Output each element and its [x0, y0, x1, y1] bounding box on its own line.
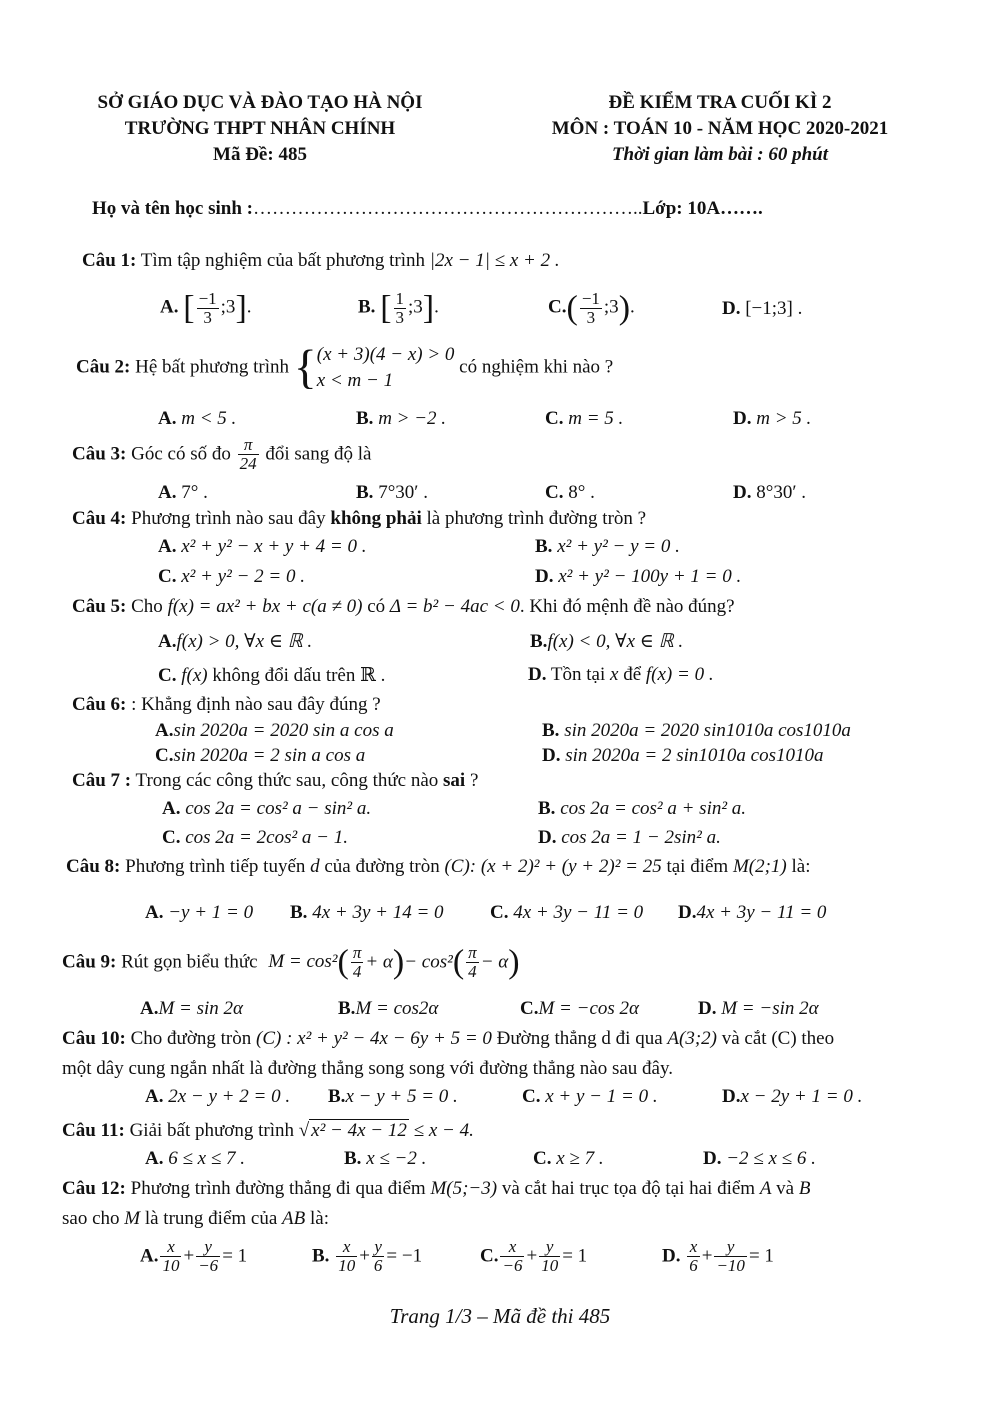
q4-option-b — [535, 536, 680, 558]
fraction-numerator: y — [372, 1238, 385, 1257]
question-text: Giải bất phương trình — [129, 1120, 294, 1141]
expression-part: − α — [480, 951, 509, 973]
point-symbol: B — [798, 1178, 811, 1199]
fraction-denominator: 4 — [352, 961, 362, 981]
option-end: . — [246, 296, 252, 318]
student-name-label: Họ và tên học sinh : — [92, 198, 253, 219]
point-coordinates: M(2;1) — [732, 856, 787, 877]
fraction-numerator: y — [714, 1238, 746, 1257]
option-letter: B. — [290, 902, 308, 923]
option-letter: D. — [722, 298, 741, 319]
exam-title: ĐỀ KIỂM TRA CUỐI KÌ 2 — [608, 92, 832, 113]
school-name: TRƯỜNG THPT NHÂN CHÍNH — [124, 118, 396, 139]
option-text: x + y − 1 = 0 . — [545, 1086, 658, 1107]
question-text: là trung điểm của — [144, 1208, 278, 1229]
q7-option-b — [538, 798, 746, 820]
q3-option-b — [356, 482, 428, 504]
interval-end: ;3 — [603, 296, 619, 318]
point-coordinates: M(5;−3) — [430, 1178, 498, 1199]
option-letter: A. — [160, 296, 179, 318]
question-10-line-2: một dây cung ngắn nhất là đường thẳng song song với đường thẳng nào sau đây. — [62, 1058, 673, 1079]
q11-option-d — [703, 1148, 816, 1170]
question-text: của đường tròn — [324, 856, 440, 877]
option-letter: B. — [356, 482, 374, 503]
option-text: 7°30′ . — [378, 482, 428, 503]
fraction-denominator: 3 — [586, 307, 596, 327]
question-label: Câu 9: — [62, 951, 117, 973]
option-letter: B. — [358, 296, 376, 318]
option-letter: C. — [545, 408, 564, 429]
option-letter: B. — [535, 536, 553, 557]
q5-option-b — [530, 630, 683, 653]
question-text: tại điểm — [666, 856, 729, 877]
fraction-numerator: −1 — [581, 289, 600, 308]
fraction-denominator: 4 — [468, 961, 477, 981]
option-text: [−1;3] . — [745, 298, 803, 319]
option-text: 4x + 3y − 11 = 0 — [513, 902, 644, 923]
option-text: m > 5 . — [756, 408, 812, 429]
fraction-numerator: π — [468, 943, 477, 962]
question-label: Câu 7 : — [72, 770, 132, 791]
option-letter: C. — [162, 827, 181, 848]
question-3 — [72, 436, 371, 473]
option-expression: f(x) = 0 . — [645, 664, 714, 685]
option-letter: A. — [145, 1148, 164, 1169]
q3-option-a — [158, 482, 208, 504]
q6-option-d — [542, 745, 823, 767]
fraction-denominator: 3 — [395, 307, 405, 327]
option-text: x − 2y + 1 = 0 . — [740, 1086, 863, 1107]
option-text: để — [623, 664, 642, 685]
question-text: và — [776, 1178, 795, 1199]
question-5 — [72, 596, 735, 618]
expression-part: + α — [365, 951, 393, 973]
option-letter: C. — [533, 1148, 552, 1169]
q11-option-a — [145, 1148, 245, 1170]
option-letter: B. — [538, 798, 556, 819]
fraction-numerator: y — [196, 1238, 220, 1257]
question-text: Phương trình tiếp tuyến — [125, 856, 306, 877]
question-10 — [62, 1028, 834, 1050]
option-text: −2 ≤ x ≤ 6 . — [726, 1148, 816, 1169]
student-info-line — [92, 198, 763, 220]
option-text: f(x) < 0, ∀x ∈ ℝ . — [547, 631, 684, 652]
question-text: là: — [791, 856, 811, 877]
question-7 — [72, 770, 478, 792]
q10-option-d — [722, 1086, 862, 1108]
fraction-numerator: π — [238, 436, 259, 455]
question-label: Câu 4: — [72, 508, 127, 529]
q5-option-d — [528, 664, 714, 686]
q11-option-b — [344, 1148, 426, 1170]
question-label: Câu 2: — [76, 356, 131, 378]
radicand: x² − 4x − 12 — [311, 1120, 407, 1141]
option-text: m > −2 . — [378, 408, 447, 429]
q3-option-c — [545, 482, 595, 504]
question-expression: ≤ x − 4. — [413, 1120, 474, 1141]
q8-option-d — [678, 902, 826, 924]
question-text: là phương trình đường tròn ? — [426, 508, 647, 529]
expression-part: − cos² — [404, 951, 453, 973]
fraction-denominator: −10 — [716, 1255, 745, 1275]
q1-option-a: A. [ $\frac{-1}{3}$ ;3]. — [160, 289, 252, 327]
question-emphasis: không phải — [330, 508, 422, 529]
question-label: Câu 3: — [72, 443, 127, 465]
system-equation-2: x < m − 1 — [316, 369, 394, 391]
option-text: x ≥ 7 . — [556, 1148, 604, 1169]
q1-option-b: B. [ $\frac{1}{3}$ ;3]. — [358, 289, 439, 327]
interval-end: ;3 — [220, 296, 236, 318]
option-text: 8° . — [568, 482, 595, 503]
option-letter: D. — [662, 1245, 681, 1267]
option-text: 4x + 3y + 14 = 0 — [312, 902, 444, 923]
question-text: Tìm tập nghiệm của bất phương trình — [140, 250, 425, 271]
fraction-numerator: x — [160, 1238, 181, 1257]
option-letter: B. — [338, 998, 356, 1019]
question-label: Câu 5: — [72, 596, 127, 617]
option-text: x² + y² − y = 0 . — [557, 536, 680, 557]
equation-rhs: = 1 — [222, 1245, 248, 1267]
question-9: Câu 9: Rút gọn biểu thức M = cos²( $\frac{\pi}{4}$ + α)− cos²( $\frac{\pi}{4}$ − α) — [62, 943, 520, 981]
fraction-numerator: −1 — [198, 289, 217, 308]
system-equation-1: (x + 3)(4 − x) > 0 — [316, 344, 455, 365]
q9-option-d — [698, 998, 819, 1020]
question-label: Câu 6: — [72, 694, 127, 715]
option-letter: C. — [158, 665, 177, 686]
question-text: và cắt (C) theo — [721, 1028, 835, 1049]
option-end: . — [630, 296, 635, 318]
option-text: 6 ≤ x ≤ 7 . — [168, 1148, 246, 1169]
option-letter: B. — [542, 720, 560, 741]
q5-option-a — [158, 630, 312, 653]
fraction-numerator: y — [539, 1238, 560, 1257]
option-letter: A. — [158, 631, 177, 652]
subject-year: MÔN : TOÁN 10 - NĂM HỌC 2020-2021 — [551, 118, 889, 139]
fraction-denominator: 6 — [689, 1255, 698, 1275]
option-letter: C. — [155, 745, 174, 766]
option-letter: B. — [356, 408, 374, 429]
fraction-denominator: 24 — [239, 453, 257, 473]
q2-option-a — [158, 408, 236, 430]
option-expression: f(x) — [181, 665, 208, 686]
q1-option-d — [722, 298, 802, 320]
fraction-denominator: 6 — [373, 1255, 383, 1275]
option-letter: C. — [480, 1245, 499, 1267]
question-expression: (C) : x² + y² − 4x − 6y + 5 = 0 — [256, 1028, 492, 1049]
q6-option-a — [155, 720, 394, 742]
fraction-numerator: 1 — [395, 289, 405, 308]
option-letter: D. — [538, 827, 557, 848]
exam-code: Mã Đề: 485 — [213, 144, 307, 165]
option-text: cos 2a = cos² a − sin² a. — [185, 798, 372, 819]
question-text: Góc có số đo — [131, 443, 231, 465]
q8-option-a — [145, 902, 253, 924]
question-tail: có nghiệm khi nào ? — [459, 356, 614, 378]
option-text: M = −cos 2α — [538, 998, 640, 1019]
option-text: Tồn tại — [550, 664, 606, 685]
question-6 — [72, 694, 381, 716]
fraction-denominator: −6 — [198, 1255, 219, 1275]
question-expression: (C): (x + 2)² + (y + 2)² = 25 — [444, 856, 662, 877]
q2-option-c — [545, 408, 623, 430]
fraction-numerator: x — [336, 1238, 357, 1257]
question-text: sao cho — [62, 1208, 120, 1229]
option-letter: D. — [698, 998, 717, 1019]
question-text: Rút gọn biểu thức — [121, 951, 258, 973]
question-text: Đường thẳng d đi qua — [496, 1028, 663, 1049]
option-letter: D. — [528, 664, 547, 685]
q6-option-b — [542, 720, 851, 742]
option-letter: A. — [158, 536, 177, 557]
question-expression: f(x) = ax² + bx + c(a ≠ 0) — [167, 596, 363, 617]
question-text: là: — [310, 1208, 329, 1229]
option-letter: D. — [703, 1148, 722, 1169]
q2-option-b — [356, 408, 446, 430]
fraction-denominator: 3 — [203, 307, 212, 327]
q12-option-d: D. $\frac{x}{6}$ + $\frac{y}{-10}$ = 1 — [662, 1237, 774, 1275]
equation-rhs: = 1 — [562, 1245, 588, 1267]
question-11 — [62, 1120, 474, 1142]
q11-option-c — [533, 1148, 604, 1170]
option-text: cos 2a = 1 − 2sin² a. — [561, 827, 721, 848]
q10-option-c — [522, 1086, 658, 1108]
q12-option-a: A. $\frac{x}{10}$ + $\frac{y}{-6}$ = 1 — [140, 1237, 248, 1275]
option-text: x² + y² − 2 = 0 . — [181, 566, 305, 587]
option-text: m < 5 . — [181, 408, 237, 429]
q8-option-c — [490, 902, 643, 924]
option-text: −y + 1 = 0 — [168, 902, 254, 923]
exam-duration: Thời gian làm bài : 60 phút — [611, 144, 829, 165]
point-symbol: M — [124, 1208, 141, 1229]
q7-option-c — [162, 827, 348, 849]
question-label: Câu 1: — [82, 250, 137, 271]
equation-rhs: = 1 — [748, 1245, 774, 1267]
option-letter: C. — [158, 566, 177, 587]
question-text: Phương trình đường thẳng đi qua điểm — [130, 1178, 426, 1199]
question-text: đổi sang độ là — [265, 443, 372, 465]
q7-option-d — [538, 827, 721, 849]
segment-symbol: AB — [282, 1208, 306, 1229]
q4-option-a — [158, 536, 366, 558]
option-letter: D. — [722, 1086, 741, 1107]
question-label: Câu 10: — [62, 1028, 126, 1049]
school-department: SỞ GIÁO DỤC VÀ ĐÀO TẠO HÀ NỘI — [97, 92, 423, 113]
question-expression: Δ = b² − 4ac < 0 — [389, 596, 520, 617]
option-end: . — [434, 296, 439, 318]
question-2: Câu 2: Hệ bất phương trình { (x + 3)(4 − x) > 0 x < m − 1 có nghiệm khi nào ? — [76, 340, 614, 394]
q9-option-b — [338, 998, 438, 1020]
option-letter: C. — [520, 998, 539, 1019]
option-letter: A. — [158, 408, 177, 429]
option-text: x − y + 5 = 0 . — [345, 1086, 458, 1107]
interval-end: ;3 — [408, 296, 423, 318]
option-text: 7° . — [181, 482, 208, 503]
option-text: x² + y² − x + y + 4 = 0 . — [181, 536, 367, 557]
point-coordinates: A(3;2) — [667, 1028, 717, 1049]
page-footer: Trang 1/3 – Mã đề thi 485 — [389, 1304, 611, 1328]
question-4 — [72, 508, 646, 530]
q5-option-c — [158, 664, 385, 687]
option-letter: D. — [678, 902, 697, 923]
option-text: sin 2020a = 2020 sin1010a cos1010a — [564, 720, 851, 741]
q3-option-d — [733, 482, 806, 504]
option-text: sin 2020a = 2 sin1010a cos1010a — [565, 745, 824, 766]
option-letter: C. — [548, 296, 567, 318]
question-text: Trong các công thức sau, công thức nào — [135, 770, 439, 791]
question-text: : Khẳng định nào sau đây đúng ? — [131, 694, 381, 715]
question-text: . Khi đó mệnh đề nào đúng? — [519, 596, 735, 617]
option-text: sin 2020a = 2020 sin a cos a — [173, 720, 394, 741]
option-letter: D. — [733, 482, 752, 503]
question-12-line-2 — [62, 1208, 329, 1230]
question-text: Cho — [131, 596, 163, 617]
option-text: M = sin 2α — [158, 998, 244, 1019]
q10-option-b — [328, 1086, 458, 1108]
class-label: Lớp: 10A……. — [642, 198, 763, 219]
q4-option-d — [535, 566, 741, 588]
q8-option-b — [290, 902, 444, 924]
option-letter: B. — [344, 1148, 362, 1169]
q10-option-a — [145, 1086, 290, 1108]
q12-option-c: C. $\frac{x}{-6}$ + $\frac{y}{10}$ = 1 — [480, 1237, 588, 1275]
fraction-denominator: 10 — [338, 1255, 356, 1275]
question-text: có — [367, 596, 386, 617]
question-expression: |2x − 1| ≤ x + 2 . — [429, 250, 560, 271]
option-letter: A. — [155, 720, 174, 741]
option-text: f(x) > 0, ∀x ∈ ℝ . — [176, 631, 313, 652]
option-variable: x — [610, 664, 619, 685]
option-text: 4x + 3y − 11 = 0 — [696, 902, 827, 923]
option-letter: C. — [545, 482, 564, 503]
option-letter: C. — [522, 1086, 541, 1107]
option-letter: B. — [312, 1245, 330, 1267]
option-text: cos 2a = cos² a + sin² a. — [560, 798, 747, 819]
option-text: không đổi dấu trên ℝ . — [212, 665, 386, 686]
question-label: Câu 11: — [62, 1120, 125, 1141]
option-letter: B. — [530, 631, 548, 652]
q9-option-c — [520, 998, 639, 1020]
q12-option-b: B. $\frac{x}{10}$ + $\frac{y}{6}$ = −1 — [312, 1237, 423, 1275]
fraction-numerator: x — [687, 1238, 700, 1257]
option-text: M = −sin 2α — [721, 998, 819, 1019]
equation-rhs: = −1 — [386, 1245, 423, 1267]
q7-option-a — [162, 798, 371, 820]
option-text: sin 2020a = 2 sin a cos a — [173, 745, 366, 766]
option-letter: A. — [162, 798, 181, 819]
option-letter: D. — [733, 408, 752, 429]
option-letter: A. — [140, 998, 159, 1019]
q9-option-a — [140, 998, 243, 1020]
q1-option-c: C.( $\frac{-1}{3}$ ;3). — [548, 289, 635, 327]
question-text: ? — [469, 770, 479, 791]
option-text: m = 5 . — [568, 408, 624, 429]
question-text: và cắt hai trục tọa độ tại hai điểm — [501, 1178, 756, 1199]
option-letter: A. — [145, 902, 164, 923]
option-letter: D. — [542, 745, 561, 766]
q2-option-d — [733, 408, 811, 430]
question-8 — [66, 856, 811, 878]
option-letter: D. — [535, 566, 554, 587]
q6-option-c — [155, 745, 365, 767]
option-letter: A. — [140, 1245, 159, 1267]
fraction-denominator: −6 — [502, 1255, 523, 1275]
option-letter: C. — [490, 902, 509, 923]
question-text: Cho đường tròn — [130, 1028, 252, 1049]
option-text: cos 2a = 2cos² a − 1. — [185, 827, 348, 848]
option-text: 8°30′ . — [756, 482, 806, 503]
fraction-numerator: π — [352, 943, 362, 962]
question-emphasis: sai — [443, 770, 466, 791]
sqrt-icon: √ — [298, 1120, 310, 1141]
line-symbol: d — [310, 856, 320, 877]
fraction-numerator: x — [500, 1238, 524, 1257]
question-text: Phương trình nào sau đây — [131, 508, 326, 529]
question-label: Câu 12: — [62, 1178, 126, 1199]
fraction-denominator: 10 — [162, 1255, 180, 1275]
option-letter: A. — [158, 482, 177, 503]
option-letter: B. — [328, 1086, 346, 1107]
option-text: x² + y² − 100y + 1 = 0 . — [558, 566, 742, 587]
question-label: Câu 8: — [66, 856, 121, 877]
question-12 — [62, 1178, 810, 1200]
point-symbol: A — [759, 1178, 772, 1199]
option-text: 2x − y + 2 = 0 . — [168, 1086, 291, 1107]
question-1 — [82, 250, 560, 272]
q4-option-c — [158, 566, 305, 588]
question-text: Hệ bất phương trình — [135, 356, 289, 378]
option-text: M = cos2α — [355, 998, 439, 1019]
option-text: x ≤ −2 . — [366, 1148, 427, 1169]
student-name-dots: …………………………………………………….. — [253, 198, 643, 219]
fraction-denominator: 10 — [541, 1255, 559, 1275]
expression-part: M = cos² — [268, 951, 338, 973]
option-letter: A. — [145, 1086, 164, 1107]
